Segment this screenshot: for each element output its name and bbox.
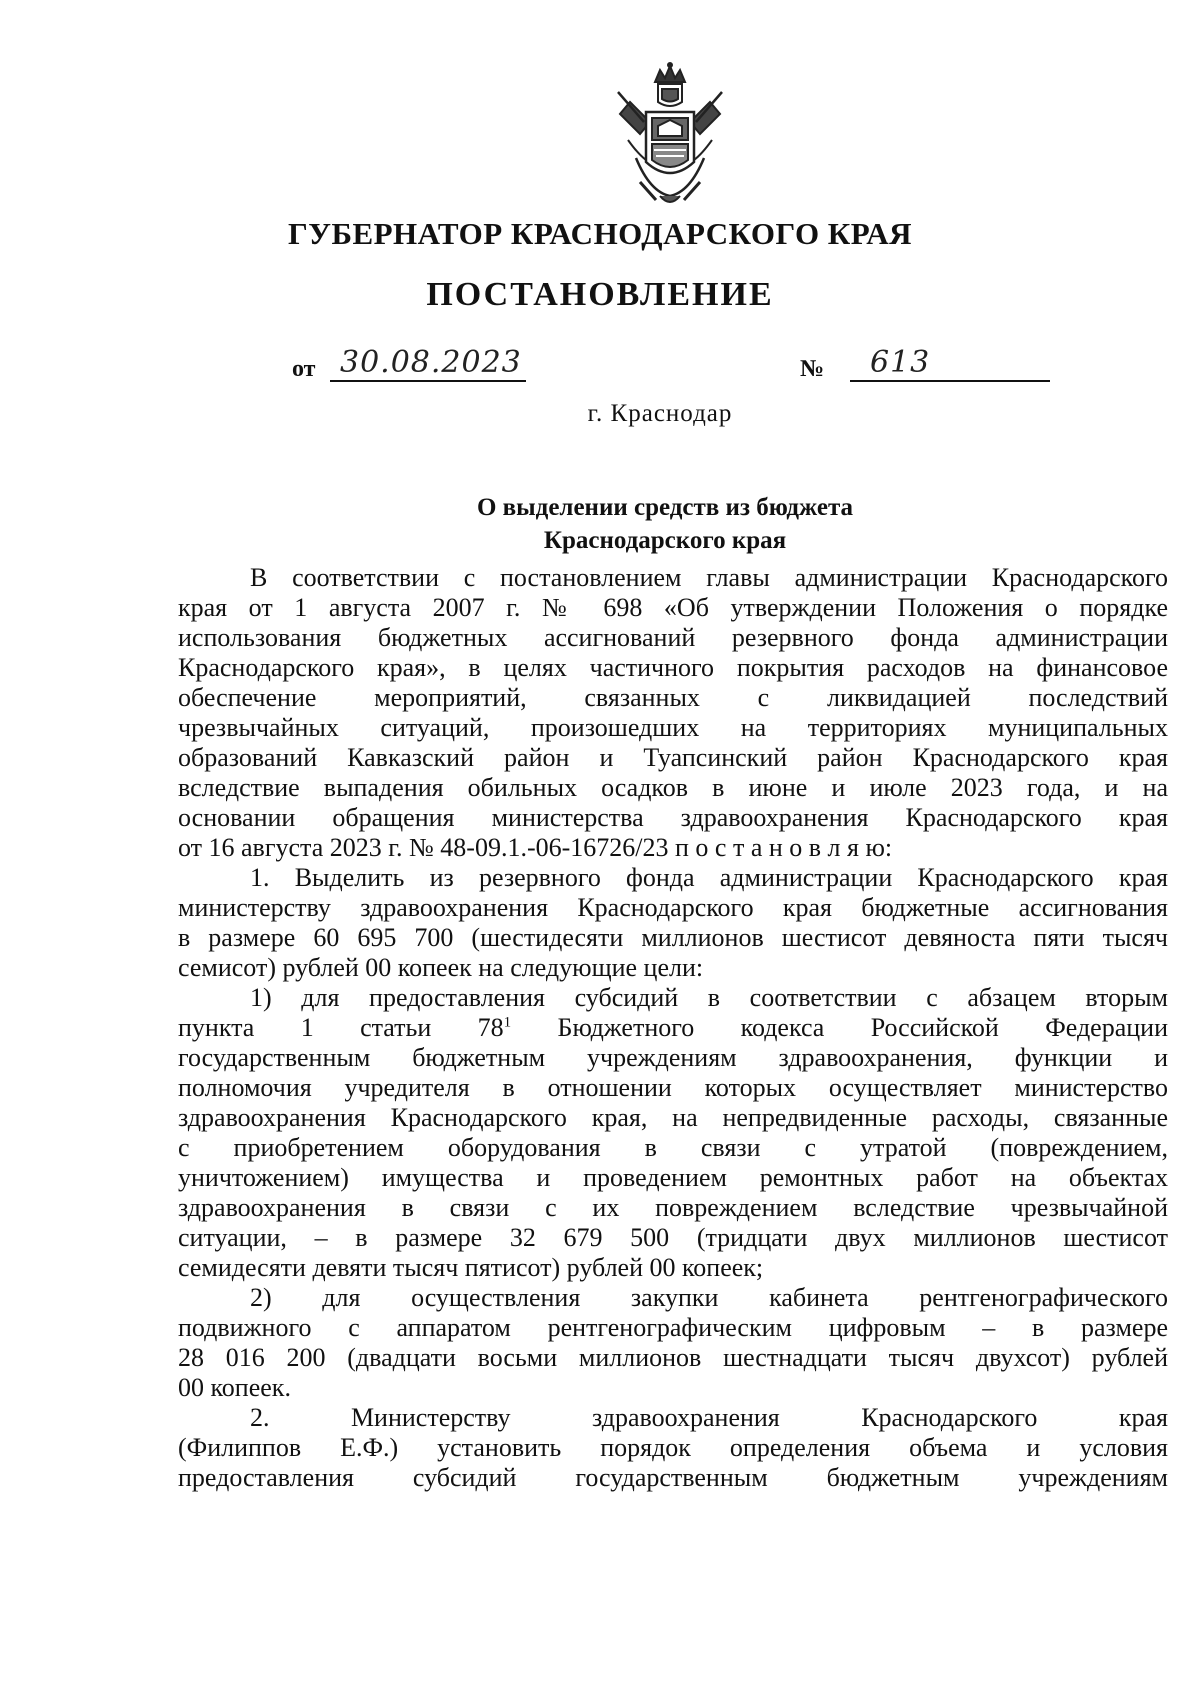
- body-fragment: Бюджетного кодекса Российской Федерации: [557, 1013, 1169, 1042]
- body-line: в размере 60 695 700 (шестидесяти миллионов шестисот девяноста пяти тысяч: [178, 923, 1168, 952]
- body-line: использования бюджетных ассигнований резервного фонда администрации: [178, 623, 1168, 652]
- body-line: семисот) рублей 00 копеек на следующие цели:: [178, 953, 704, 982]
- body-line: 1. Выделить из резервного фонда администрации Краснодарского края: [250, 863, 1168, 892]
- body-line: В соответствии с постановлением главы администрации Краснодарского: [250, 563, 1168, 592]
- subject-line-2: Краснодарского края: [543, 527, 787, 554]
- body-line: 00 копеек.: [178, 1373, 291, 1402]
- body-line: вследствие выпадения обильных осадков в июне и июле 2023 года, и на: [178, 773, 1168, 802]
- body-line: 2. Министерству здравоохранения Краснодарского края: [250, 1403, 1168, 1432]
- body-line: семидесяти девяти тысяч пятисот) рублей 00 копеек;: [178, 1253, 764, 1282]
- body-line: здравоохранения Краснодарского края, на непредвиденные расходы, связанные: [178, 1103, 1168, 1132]
- body-line: подвижного с аппаратом рентгенографическим цифровым – в размере: [178, 1313, 1168, 1342]
- body-line: 2) для осуществления закупки кабинета рентгенографического: [250, 1283, 1168, 1312]
- body-line: ситуации, – в размере 32 679 500 (тридцати двух миллионов шестисот: [178, 1223, 1168, 1252]
- body-line: с приобретением оборудования в связи с утратой (повреждением,: [178, 1133, 1168, 1162]
- body-line: 28 016 200 (двадцати восьми миллионов шестнадцати тысяч двухсот) рублей: [178, 1343, 1168, 1372]
- krasnodar-coat-of-arms-icon: [600, 62, 740, 212]
- body-line: уничтожением) имущества и проведением ремонтных работ на объектах: [178, 1163, 1168, 1192]
- number-label: №: [800, 356, 825, 382]
- body-line: здравоохранения в связи с их повреждением вследствие чрезвычайной: [178, 1193, 1168, 1222]
- city: г. Краснодар: [587, 400, 733, 427]
- number-value: 613: [870, 345, 931, 380]
- date-value: 30.08.2023: [340, 345, 522, 380]
- date-label: от: [292, 356, 316, 382]
- body-fragment: пункта 1 статьи 78: [178, 1013, 504, 1042]
- subject-line-1: О выделении средств из бюджета: [476, 494, 854, 521]
- body-line: предоставления субсидий государственным бюджетным учреждениям: [178, 1463, 1168, 1492]
- body-line: основании обращения министерства здравоохранения Краснодарского края: [178, 803, 1168, 832]
- document-type: ПОСТАНОВЛЕНИЕ: [426, 276, 774, 313]
- body-line: от 16 августа 2023 г. № 48-09.1.-06-16726/23 п о с т а н о в л я ю:: [178, 833, 893, 862]
- body-line: (Филиппов Е.Ф.) установить порядок определения объема и условия: [178, 1433, 1168, 1462]
- body-line-with-superscript: [178, 1012, 1168, 1043]
- issuing-authority: ГУБЕРНАТОР КРАСНОДАРСКОГО КРАЯ: [287, 216, 913, 251]
- body-line: обеспечение мероприятий, связанных с ликвидацией последствий: [178, 683, 1168, 712]
- body-line: края от 1 августа 2007 г. № 698 «Об утверждении Положения о порядке: [178, 593, 1168, 622]
- body-line: полномочия учредителя в отношении которых осуществляет министерство: [178, 1073, 1168, 1102]
- body-line: министерству здравоохранения Краснодарского края бюджетные ассигнования: [178, 893, 1168, 922]
- body-line: чрезвычайных ситуаций, произошедших на территориях муниципальных: [178, 713, 1168, 742]
- body-line: государственным бюджетным учреждениям здравоохранения, функции и: [178, 1043, 1168, 1072]
- body-line: 1) для предоставления субсидий в соответствии с абзацем вторым: [250, 983, 1168, 1012]
- superscript: 1: [503, 1014, 512, 1031]
- date-underline: [330, 380, 526, 382]
- body-line: Краснодарского края», в целях частичного покрытия расходов на финансовое: [178, 653, 1168, 682]
- body-line: образований Кавказский район и Туапсинский район Краснодарского края: [178, 743, 1168, 772]
- number-underline: [850, 380, 1050, 382]
